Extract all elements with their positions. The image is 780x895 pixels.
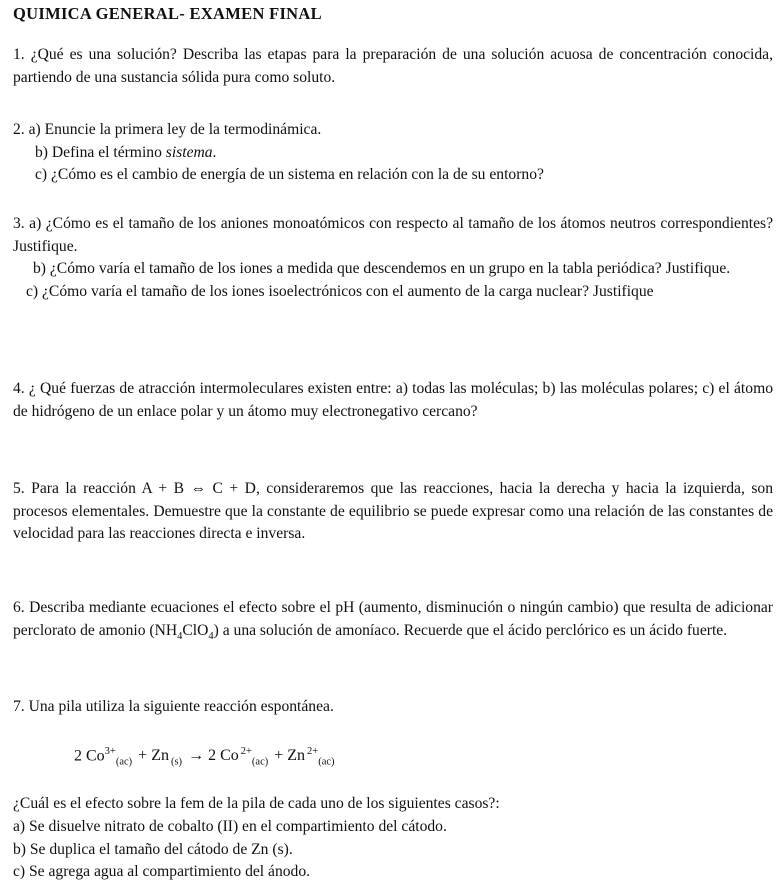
question-7 bbox=[13, 696, 773, 719]
eq-state-1: (ac) bbox=[115, 756, 133, 768]
eq-state-3: (ac) bbox=[251, 756, 269, 768]
exam-title: QUIMICA GENERAL- EXAMEN FINAL bbox=[13, 4, 322, 23]
question-2b-prefix: b) Defina el término bbox=[35, 143, 166, 161]
eq-charge-2: 2+ bbox=[240, 746, 252, 757]
question-2c: c) ¿Cómo es el cambio de energía de un sistema en relación con la de su entorno? bbox=[35, 166, 544, 183]
question-3 bbox=[13, 213, 773, 303]
question-7-intro: 7. Una pila utiliza la siguiente reacción espontánea. bbox=[13, 698, 334, 715]
question-2a: 2. a) Enuncie la primera ley de la termodinámica. bbox=[13, 121, 322, 138]
question-7a: a) Se disuelve nitrato de cobalto (II) en el compartimiento del cátodo. bbox=[13, 817, 447, 835]
question-1-text: 1. ¿Qué es una solución? Describa las etapas para la preparación de una solución acuosa de concentración conocida, partiendo de una sustancia sólida pura como soluto. bbox=[13, 46, 773, 86]
eq-term-1: 2 Co bbox=[74, 747, 105, 765]
eq-term-4: + Zn bbox=[274, 747, 306, 765]
question-3b: b) ¿Cómo varía el tamaño de los iones a medida que descendemos en un grupo en la tabla periódica? Justifique. bbox=[33, 260, 731, 277]
question-7c: c) Se agrega agua al compartimiento del ánodo. bbox=[13, 863, 311, 881]
question-6-before: 6. Describa mediante ecuaciones el efecto sobre el pH (aumento, disminución o ningún cambio) que resulta de adicionar perclorato de amonio (NH bbox=[13, 599, 773, 639]
question-5 bbox=[13, 478, 773, 546]
question-3c: c) ¿Cómo varía el tamaño de los iones isoelectrónicos con el aumento de la carga nuclear? Justifique bbox=[26, 282, 654, 300]
question-6-text bbox=[13, 597, 773, 642]
question-1 bbox=[13, 44, 773, 89]
eq-state-4: (ac) bbox=[318, 756, 335, 768]
question-7b: b) Se duplica el tamaño del cátodo de Zn (s). bbox=[13, 840, 293, 858]
eq-charge-3: 2+ bbox=[307, 746, 319, 757]
question-6-after: ) a una solución de amoníaco. Recuerde que el ácido perclórico es un ácido fuerte. bbox=[213, 621, 728, 639]
question-2b bbox=[13, 142, 773, 165]
question-6-sub1: 4 bbox=[177, 630, 183, 642]
question-2 bbox=[13, 119, 773, 187]
question-6-mid: ClO bbox=[182, 621, 209, 639]
question-7-cases bbox=[13, 793, 773, 884]
question-6 bbox=[13, 597, 773, 642]
eq-term-2: + Zn bbox=[138, 747, 169, 765]
question-6-sub2: 4 bbox=[208, 630, 214, 642]
question-3a: 3. a) ¿Cómo es el tamaño de los aniones monoatómicos con respecto al tamaño de los átomos neutros correspondientes? Justifique. bbox=[13, 215, 773, 255]
question-2b-term: sistema bbox=[165, 143, 213, 161]
question-2b-suffix: . bbox=[212, 143, 217, 161]
eq-state-2: (s) bbox=[170, 756, 183, 768]
question-4 bbox=[13, 378, 773, 423]
eq-charge-1: 3+ bbox=[104, 746, 116, 757]
question-5-text: 5. Para la reacción A + B ⇔ C + D, consideraremos que las reacciones, hacia la derecha y hacia la izquierda, son procesos elementales. Demuestre que la constante de equilibrio se puede expresar como una relación de las constantes de velocidad para las reacciones directa e inversa. bbox=[13, 480, 773, 542]
question-7-question: ¿Cuál es el efecto sobre la fem de la pila de cada uno de los siguientes casos?: bbox=[13, 795, 500, 812]
question-4-text: 4. ¿ Qué fuerzas de atracción intermoleculares existen entre: a) todas las moléculas; b) las moléculas polares; c) el átomo de hidrógeno de un enlace polar y un átomo muy electronegativo cercano? bbox=[13, 380, 773, 420]
eq-term-3: → 2 Co bbox=[188, 747, 239, 765]
reaction-equation bbox=[74, 746, 335, 768]
